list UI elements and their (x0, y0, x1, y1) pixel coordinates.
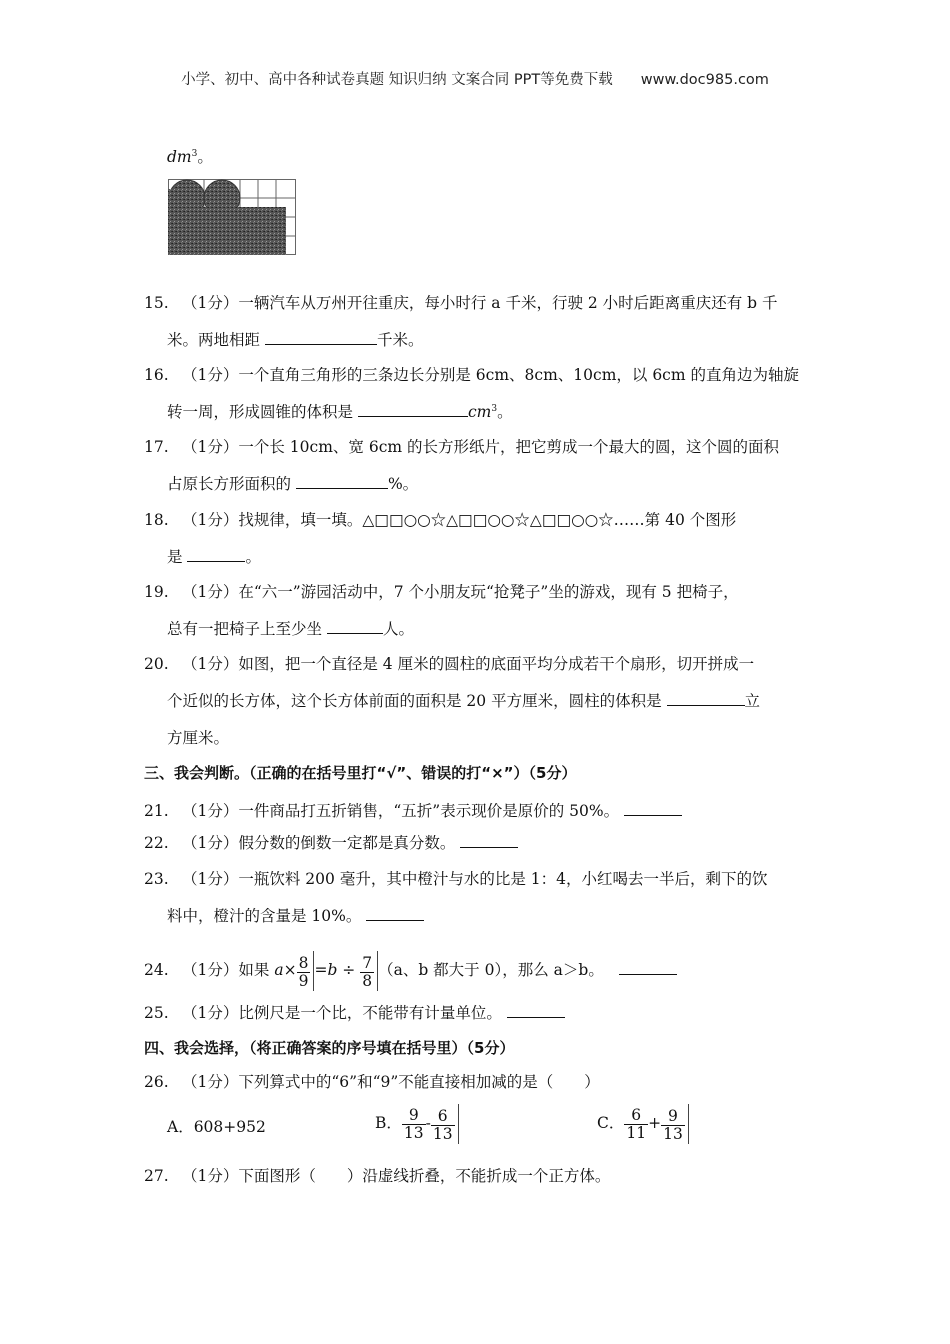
q15-line2: 米。两地相距 千米。 (167, 328, 423, 351)
q26-option-c[interactable]: C． $\frac{6}{11}$ + $\frac{9}{13}$ (597, 1103, 689, 1144)
q27: 27. （1分）下面图形（ ）沿虚线折叠，不能折成一个正方体。 (144, 1167, 611, 1185)
section3-title: 三、我会判断。（正确的在括号里打“√”、错误的打“×”）（5分） (144, 764, 577, 782)
answer-blank[interactable] (460, 831, 518, 848)
q23-line2: 料中，橙汁的含量是 10%。 (167, 904, 424, 927)
header-site: www.doc985.com (640, 72, 769, 88)
section4-title: 四、我会选择，（将正确答案的序号填在括号里）（5分） (144, 1039, 515, 1057)
q26-option-a[interactable]: A．608+952 (167, 1118, 266, 1136)
answer-blank[interactable] (366, 904, 424, 921)
q19-line1: 19. （1分）在“六一”游园活动中，7 个小朋友玩“抢凳子”坐的游戏，现有 5 把椅子， (144, 583, 739, 601)
answer-blank[interactable] (265, 328, 377, 345)
q25: 25. （1分）比例尺是一个比，不能带有计量单位。 (144, 1001, 565, 1024)
answer-blank[interactable] (187, 545, 245, 562)
answer-blank[interactable] (667, 689, 745, 706)
q19-line2: 总有一把椅子上至少坐 人。 (167, 617, 414, 640)
answer-blank[interactable] (619, 958, 677, 975)
q20-line1: 20. （1分）如图，把一个直径是 4 厘米的圆柱的底面平均分成若干个扇形，切开拼成一 (144, 655, 755, 673)
q23-line1: 23. （1分）一瓶饮料 200 毫升，其中橙汁与水的比是 1：4，小红喝去一半后，剩下的饮 (144, 870, 768, 888)
grid-figure (168, 179, 296, 255)
q17-line1: 17. （1分）一个长 10cm、宽 6cm 的长方形纸片，把它剪成一个最大的圆，这个圆的面积 (144, 438, 780, 456)
q20-line3: 方厘米。 (167, 729, 230, 747)
q21: 21. （1分）一件商品打五折销售，“五折”表示现价是原价的 50%。 (144, 799, 682, 822)
q16-line2: 转一周，形成圆锥的体积是 $cm^3$。 (167, 400, 513, 423)
q18-line1: 18. （1分）找规律，填一填。△□□○○☆△□□○○☆△□□○○☆……第 40 个图形 (144, 511, 737, 529)
answer-blank[interactable] (507, 1001, 565, 1018)
q20-line2: 个近似的长方体，这个长方体前面的面积是 20 平方厘米，圆柱的体积是 立 (167, 689, 760, 712)
q26: 26. （1分）下列算式中的“6”和“9”不能直接相加减的是（ ） (144, 1073, 600, 1091)
q17-line2: 占原长方形面积的 %。 (167, 472, 418, 495)
q24: 24. （1分）如果 a× $\frac{8}{9}$ =b ÷ $\frac{7}{8}$ （a、b 都大于 0），那么 a＞b。 (144, 950, 677, 991)
answer-blank[interactable] (296, 472, 388, 489)
q22: 22. （1分）假分数的倒数一定都是真分数。 (144, 831, 518, 854)
page-header (0, 68, 950, 89)
q26-option-b[interactable]: B． $\frac{9}{13}$ - $\frac{6}{13}$ (375, 1103, 459, 1144)
q18-line2: 是 。 (167, 545, 261, 568)
answer-blank[interactable] (358, 400, 468, 417)
header-text: 小学、初中、高中各种试卷真题 知识归纳 文案合同 PPT等免费下载 (181, 72, 613, 88)
answer-blank[interactable] (624, 799, 682, 816)
q16-line1: 16. （1分）一个直角三角形的三条边长分别是 6cm、8cm、10cm，以 6cm 的直角边为轴旋 (144, 366, 799, 384)
q14-tail: $dm^3$。 (167, 148, 213, 166)
q15-line1: 15. （1分）一辆汽车从万州开往重庆，每小时行 a 千米，行驶 2 小时后距离重庆还有 b 千 (144, 294, 778, 312)
answer-blank[interactable] (327, 617, 383, 634)
